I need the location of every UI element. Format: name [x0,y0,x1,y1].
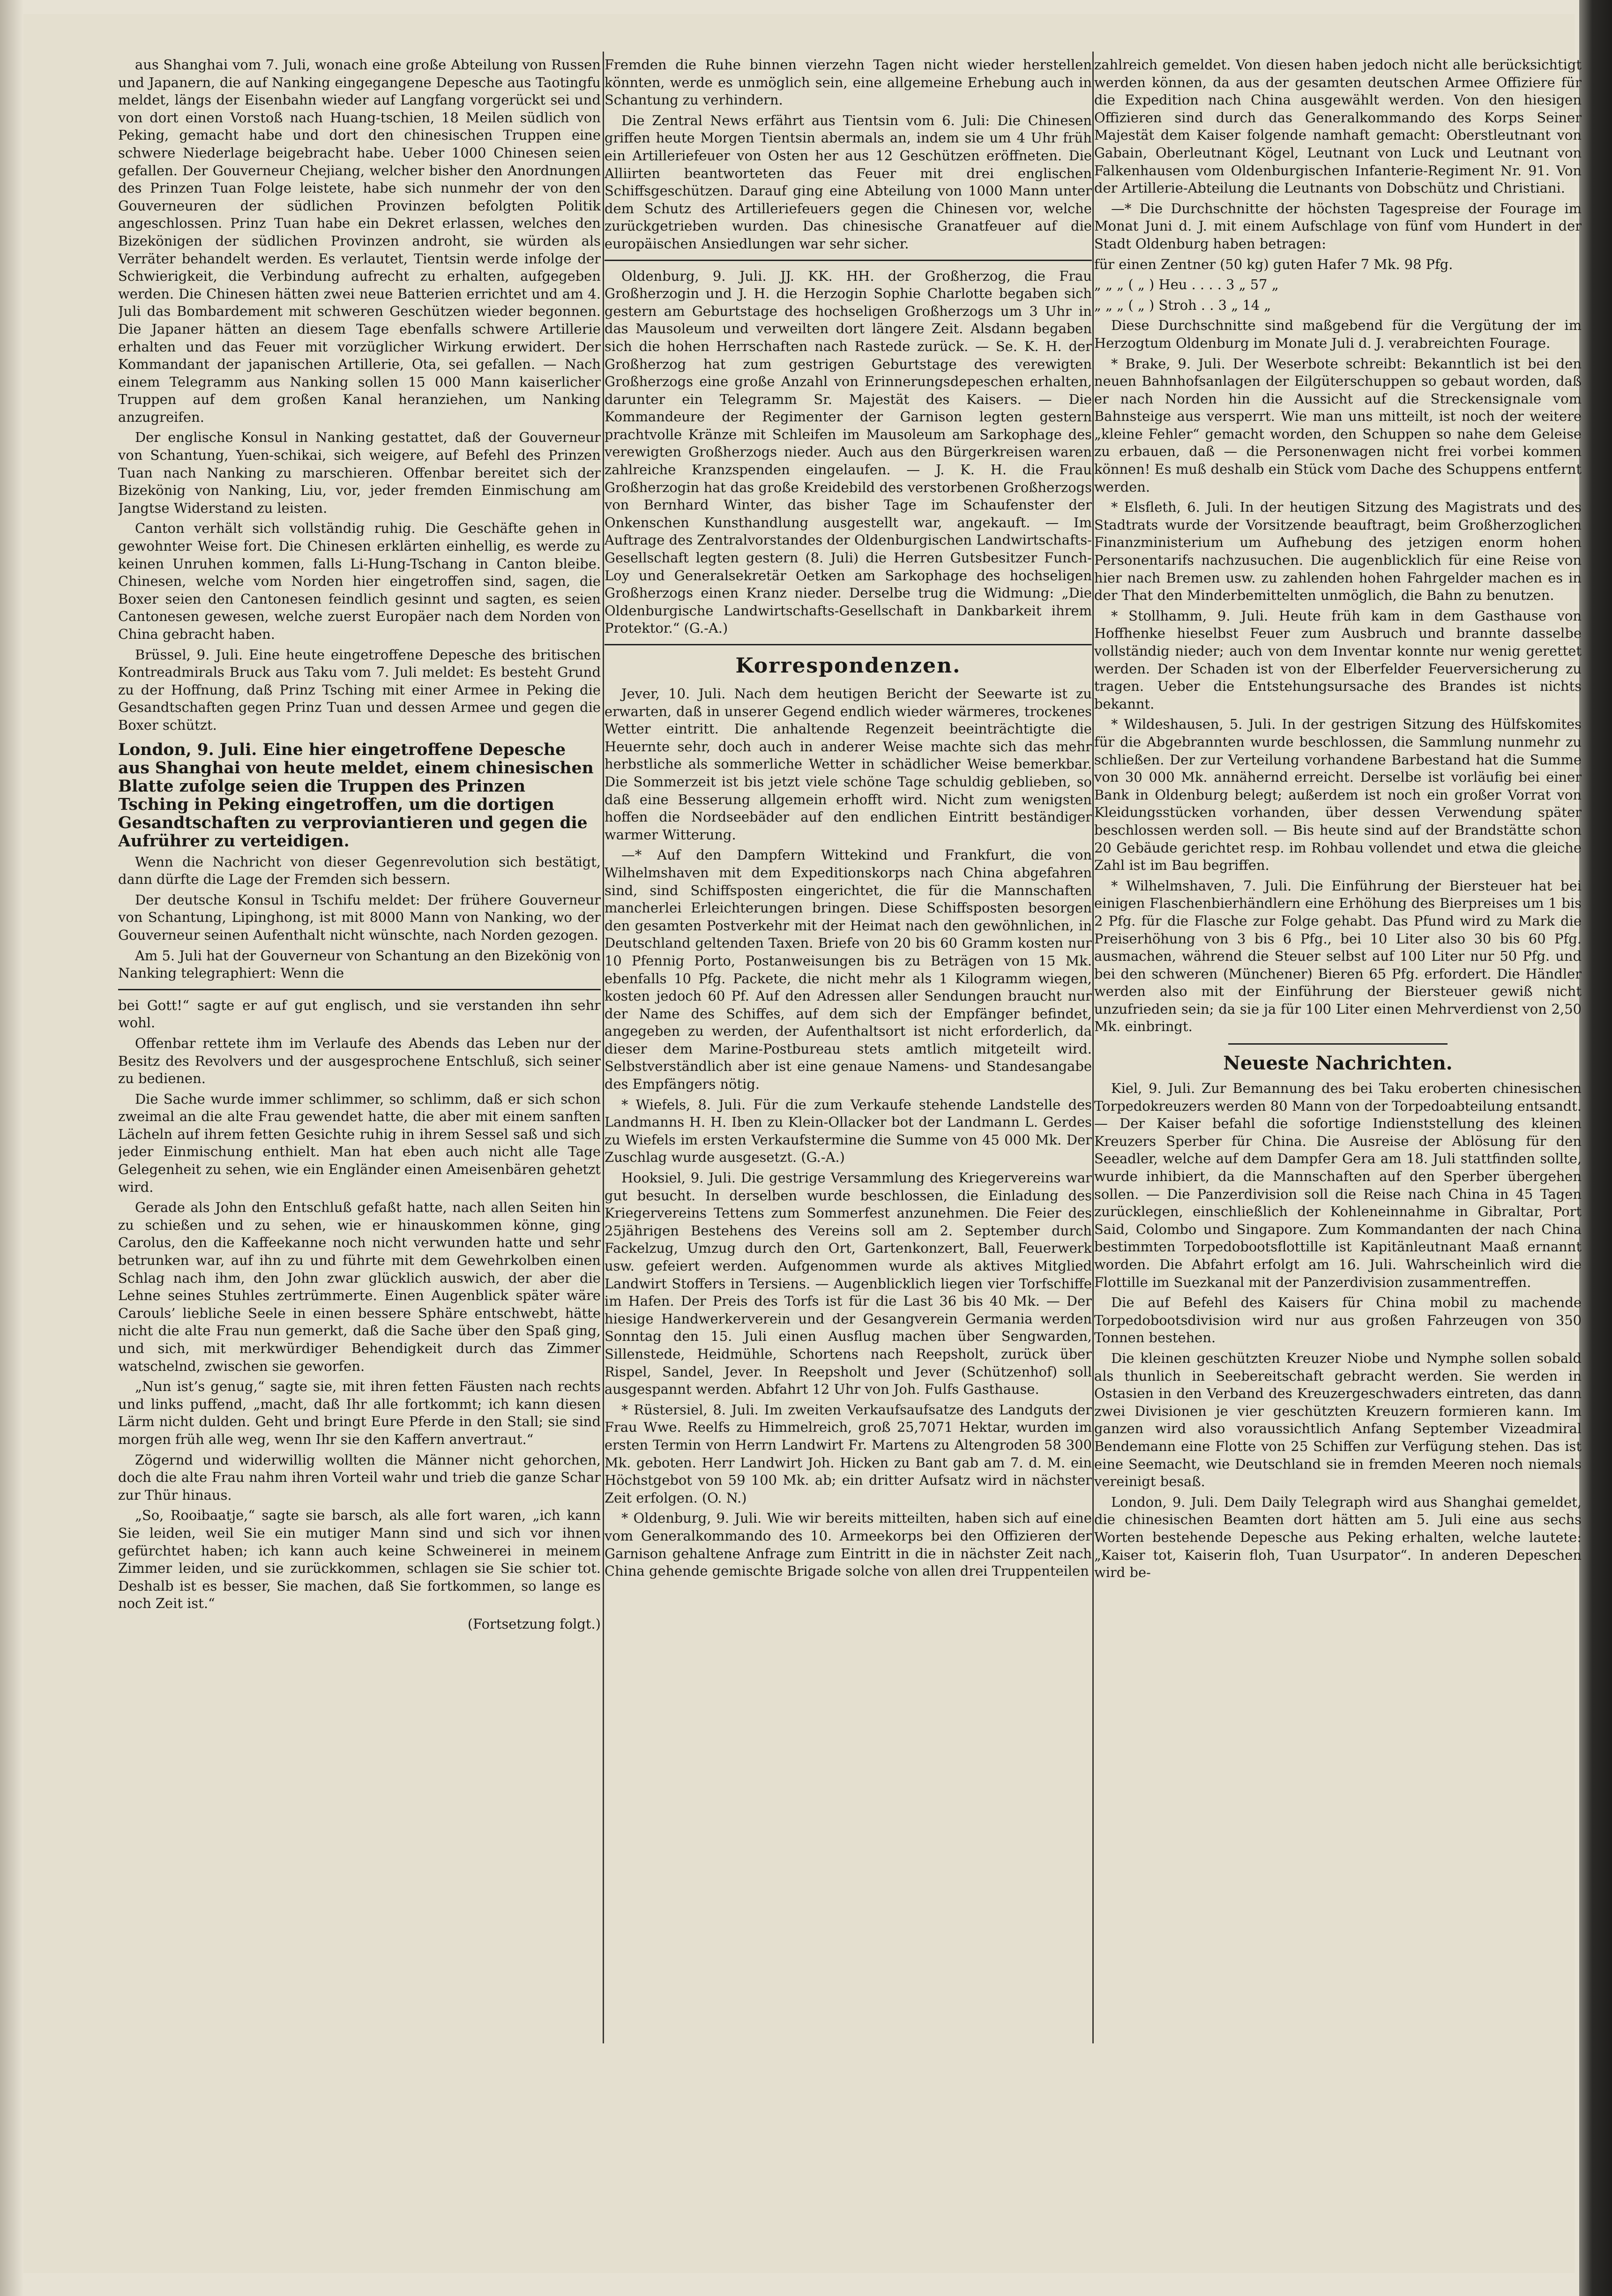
article-paragraph: „So, Rooibaatje,“ sagte sie barsch, als alle fort waren, „ich kann Sie leiden, weil Sie ein mutiger Mann sind und sich vor ihnen gefürchtet haben; ich kann auch keine Schweinerei in meinem Zimmer leiden, und sie zurückkommen, schlagen sie Sie schier tot. Deshalb ist es besser, Sie machen, daß Sie fortkommen, so lange es noch Zeit ist.“ [118,1507,601,1612]
continuation-note: (Fortsetzung folgt.) [467,1615,601,1632]
article-paragraph: Fremden die Ruhe binnen vierzehn Tagen nicht wieder herstellen könnten, werde es unmöglich sein, eine allgemeine Erhebung auch in Schantung zu verhindern. [604,57,1092,108]
article-paragraph: * Rüstersiel, 8. Juli. Im zweiten Verkaufsaufsatze des Landguts der Frau Wwe. Reelfs zu Himmelreich, groß 25,7071 Hektar, wurden im ersten Termin von Herrn Landwirt Fr. Martens zu Altengroden 58 300 Mk. geboten. Herr Landwirt Joh. Hicken zu Bant gab am 7. d. M. ein Höchstgebot von 59 100 Mk. ab; ein dritter Aufsatz wird in nächster Zeit erfolgen. (O. N.) [604,1401,1092,1506]
section-divider [604,644,1092,645]
article-paragraph: zahlreich gemeldet. Von diesen haben jedoch nicht alle berücksichtigt werden können, da aus der gesamten deutschen Armee Offiziere für die Expedition nach China ausgewählt werden. Von den hiesigen Offizieren sind durch das Generalkommando des Korps Seiner Majestät dem Kaiser folgende namhaft gemacht: Oberstleutnant von Gabain, Oberleutnant Kögel, Leutnant von Luck und Leutnant von Falkenhausen vom Oldenburgischen Infanterie-Regiment Nr. 91. Von der Artillerie-Abteilung die Leutnants von Dobschütz und Christiani. [1094,57,1582,196]
article-paragraph: Jever, 10. Juli. Nach dem heutigen Bericht der Seewarte ist zu erwarten, daß in unserer Gegend endlich wieder wärmeres, trockenes Wetter eintritt. Die anhaltende Regenzeit beeinträchtigte die Heuernte sehr, doch auch in anderer Weise machte sich das mehr herbstliche als sommerliche Wetter in schädlicher Weise bemerkbar. Die Sommerzeit ist bis jetzt viele schöne Tage schuldig geblieben, so daß eine Besserung allgemein erhofft wird. Nicht zum wenigsten hoffen die Nordseebäder auf den endlichen Eintritt beständiger warmer Witterung. [604,686,1092,843]
article-paragraph: —* Auf den Dampfern Wittekind und Frankfurt, die von Wilhelmshaven mit dem Expeditionskorps nach China abgefahren sind, sind Schiffsposten eingerichtet, die für die Mannschaften mancherlei Erleichterungen bringen. Diese Schiffsposten besorgen den gesamten Postverkehr mit der Heimat nach den gewöhnlichen, in Deutschland geltenden Taxen. Briefe von 20 bis 60 Gramm kosten nur 10 Pfennig Porto, Postanweisungen bis zu Beträgen von 15 Mk. ebenfalls 10 Pfg. Packete, die nicht mehr als 1 Kilogramm wiegen, kosten jedoch 60 Pf. Auf den Adressen aller Sendungen braucht nur der Name des Schiffes, auf dem sich der Empfänger befindet, angegeben zu werden, der Aufenthaltsort ist nicht erforderlich, da dieser dem Marine-Postbureau stets amtlich mitgeteilt wird. Selbstverständlich aber ist eine genaue Namens- und Standesangabe des Empfängers nötig. [604,847,1092,1092]
headline-paragraph: London, 9. Juli. Eine hier eingetroffene Depesche aus Shanghai von heute meldet, einem chinesischen Blatte zufolge seien die Truppen des Prinzen Tsching in Peking eingetroffen, um die dortigen Gesandtschaften zu verproviantieren und gegen die Aufrührer zu verteidigen. [118,740,594,851]
article-paragraph: Brüssel, 9. Juli. Eine heute eingetroffene Depesche des britischen Kontreadmirals Bruck aus Taku vom 7. Juli meldet: Es besteht Grund zu der Hoffnung, daß Prinz Tsching mit einer Armee in Peking die Gesandtschaften gegen Prinz Tuan und dessen Armee und gegen die Boxer schützt. [118,646,601,733]
article-paragraph: * Wildeshausen, 5. Juli. In der gestrigen Sitzung des Hülfskomites für die Abgebrannten wurde beschlossen, die Sammlung nunmehr zu schließen. Der zur Verteilung vorhandene Barbestand hat die Summe von 30 000 Mk. annähernd erreicht. Derselbe ist vorläufig bei einer Bank in Oldenburg belegt; außerdem ist noch ein großer Vorrat von Kleidungsstücken vorhanden, über dessen Verwendung später beschlossen werden soll. — Bis heute sind auf der Brandstätte schon 20 Gebäude gerichtet resp. im Rohbau vollendet und etwa die gleiche Zahl ist im Bau begriffen. [1094,716,1582,874]
column-rule-2 [1092,52,1094,2043]
section-heading: Neueste Nachrichten. [1223,1052,1453,1075]
article-paragraph: Wenn die Nachricht von dieser Gegenrevolution sich bestätigt, dann dürfte die Lage der Fremden sich bessern. [118,853,601,888]
article-paragraph: Die Zentral News erfährt aus Tientsin vom 6. Juli: Die Chinesen griffen heute Morgen Tientsin abermals an, indem sie um 4 Uhr früh ein Artilleriefeuer von Osten her aus 12 Geschützen eröffneten. Die Alliirten beantworteten das Feuer mit drei englischen Schiffsgeschützen. Darauf ging eine Abteilung von 1000 Mann unter dem Schutz des Artilleriefeuers gegen die Chinesen vor, welche zurückgetrieben wurden. Das chinesische Granatfeuer auf die europäischen Ansiedlungen war sehr sicher. [604,112,1092,252]
column-2 [604,56,1092,2137]
article-paragraph: Hooksiel, 9. Juli. Die gestrige Versammlung des Kriegervereins war gut besucht. In derselben wurde beschlossen, die Einladung des Kriegervereins Tettens zum Sommerfest anzunehmen. Die Feier des 25jährigen Bestehens des Vereins soll am 2. September durch Fackelzug, Umzug durch den Ort, Gartenkonzert, Ball, Feuerwerk usw. gefeiert werden. Aufgenommen wurde als aktives Mitglied Landwirt Stoffers in Tersiens. — Augenblicklich liegen vier Torfschiffe im Hafen. Der Preis des Torfs ist für die Last 36 bis 40 Mk. — Der hiesige Handwerkerverein und der Gesangverein Germania werden Sonntag den 15. Juli einen Ausflug machen über Sengwarden, Sillenstede, Heidmühle, Schortens nach Reepsholt, zurück über Rispel, Sandel, Jever. In Reepsholt und Jever (Schützenhof) soll ausgespannt werden. Abfahrt 12 Uhr von Joh. Fulfs Gasthause. [604,1170,1092,1398]
article-paragraph: Oldenburg, 9. Juli. JJ. KK. HH. der Großherzog, die Frau Großherzogin und J. H. die Herzogin Sophie Charlotte begaben sich gestern am Geburtstage des hochseligen Großherzogs um 3 Uhr in das Mausoleum und verweilten dort längere Zeit. Alsdann begaben sich die hohen Herrschaften nach Rastede zurück. — Se. K. H. der Großherzog hat zum gestrigen Geburtstage des verewigten Großherzogs eine große Anzahl von Erinnerungsdepeschen erhalten, darunter ein Telegramm Sr. Majestät des Kaisers. — Die Kommandeure der Regimenter der Garnison legten gestern prachtvolle Kränze mit Schleifen im Mausoleum am Sarkophage des verewigten Großherzogs nieder. Auch aus den Bürgerkreisen waren zahlreiche Kranzspenden eingelaufen. — J. K. H. die Frau Großherzogin hat das große Kreidebild des verstorbenen Großherzogs von Bernhard Winter, das bisher Tage im Schaufenster der Onkenschen Kunsthandlung ausgestellt war, angekauft. — Im Auftrage des Zentralvorstandes der Oldenburgischen Landwirtschafts-Gesellschaft legten gestern (8. Juli) die Herren Gutsbesitzer Funch-Loy und Generalsekretär Oetken am Sarkophage des hochseligen Großherzogs einen Kranz nieder. Derselbe trug die Widmung: „Die Oldenburgische Landwirtschafts-Gesellschaft in Dankbarkeit ihrem Protektor.“ (G.-A.) [604,268,1092,636]
article-paragraph: Canton verhält sich vollständig ruhig. Die Geschäfte gehen in gewohnter Weise fort. Die Chinesen erklärten einhellig, es werde zu keinen Unruhen kommen, falls Li-Hung-Tschang in Canton bleibe. Chinesen, welche vom Norden hier eingetroffen sind, sagen, die Boxer seien den Cantonesen feindlich gesinnt und sagten, es seien Cantonesen gewesen, welche zuerst Europäer nach dem Norden von China gebracht haben. [118,520,601,642]
article-paragraph: —* Die Durchschnitte der höchsten Tagespreise der Fourage im Monat Juni d. J. mit einem Aufschlage von fünf vom Hundert in der Stadt Oldenburg haben betragen: [1094,200,1582,252]
article-paragraph: * Oldenburg, 9. Juli. Wie wir bereits mitteilten, haben sich auf eine vom Generalkommando des 10. Armeekorps bei den Offizieren der Garnison gehaltene Anfrage zum Eintritt in die in nächster Zeit nach China gehende gemischte Brigade solche von allen drei Truppenteilen [604,1510,1092,1579]
article-paragraph: aus Shanghai vom 7. Juli, wonach eine große Abteilung von Russen und Japanern, die auf Nanking eingegangene Depesche aus Taotingfu meldet, längs der Eisenbahn wieder auf Langfang vorgerückt sei und von dort einen Vorstoß nach Huang-tschien, 18 Meilen südlich von Peking, gemacht habe und dort den chinesischen Truppen eine schwere Niederlage beigebracht habe. Ueber 1000 Chinesen seien gefallen. Der Gouverneur Chejiang, welcher bisher den Anordnungen des Prinzen Tuan Folge leistete, habe sich nunmehr der von den Gouverneuren der südlichen Provinzen befolgten Politik angeschlossen. Prinz Tuan habe ein Dekret erlassen, welches den Bizekönigen der südlichen Provinzen androht, sie würden als Verräter behandelt werden. Es verlautet, Tientsin werde infolge der Schwierigkeit, die Verbindung aufrecht zu erhalten, aufgegeben werden. Die Chinesen hätten zwei neue Batterien errichtet und am 4. Juli das Bombardement mit schweren Geschützen wieder begonnen. Die Japaner hätten an diesem Tage ebenfalls schwere Artillerie erhalten und das Feuer mit vorzüglicher Wirkung erwidert. Der Kommandant der japanischen Artillerie, Ota, sei gefallen. — Nach einem Telegramm aus Nanking sollen 15 000 Mann kaiserlicher Truppen auf dem großen Kanal heranziehen, um Nanking anzugreifen. [118,57,601,425]
column-1 [118,56,601,2193]
section-heading: Korrespondenzen. [735,654,961,678]
article-paragraph: * Stollhamm, 9. Juli. Heute früh kam in dem Gasthause von Hoffhenke hieselbst Feuer zum Ausbruch und brannte dasselbe vollständig nieder; auch von dem Inventar konnte nur wenig gerettet werden. Der Schaden ist von der Elberfelder Feuerversicherung zu tragen. Ueber die Entstehungsursache des Brandes ist nichts bekannt. [1094,607,1582,712]
article-paragraph: „ „ „ ( „ ) Heu . . . . 3 „ 57 „ [1094,277,1279,293]
article-paragraph: Gerade als John den Entschluß gefaßt hatte, nach allen Seiten hin zu schießen und zu sehen, wie er hinauskommen könne, ging Carolus, den die Kaffeekanne noch nicht verwunden hatte und sehr betrunken war, auf ihn zu und führte mit dem Gewehrkolben einen Schlag nach ihm, den John zwar glücklich auswich, der aber die Lehne seines Stuhles zertrümmerte. Einen Augenblick später wäre Carouls’ liebliche Seele in einen bessere Sphäre entschwebt, hätte nicht die alte Frau nun gemerkt, daß die Sache über den Spaß ging, und sich, mit merkwürdiger Behendigkeit durch das Zimmer watschelnd, zwischen sie geworfen. [118,1199,601,1374]
article-paragraph: Die kleinen geschützten Kreuzer Niobe und Nymphe sollen sobald als thunlich in Seebereitschaft gebracht werden. Sie werden in Ostasien in den Verband des Kreuzergeschwaders eintreten, das dann zwei Divisionen je vier geschützten Kreuzern formieren kann. Im ganzen wird also voraussichtlich Anfang September Vizeadmiral Bendemann eine Flotte von 25 Schiffen zur Verfügung stehen. Das ist eine Seemacht, wie Deutschland sie in fremden Meeren noch niemals vereinigt besaß. [1094,1350,1582,1490]
article-paragraph: Der deutsche Konsul in Tschifu meldet: Der frühere Gouverneur von Schantung, Lipinghong, ist mit 8000 Mann von Nanking, wo der Gouverneur seinen Aufenthalt nicht wünschte, nach Norden gezogen. [118,891,601,943]
article-paragraph: Diese Durchschnitte sind maßgebend für die Vergütung der im Herzogtum Oldenburg im Monate Juli d. J. verabreichten Fourage. [1094,317,1582,351]
article-paragraph: Kiel, 9. Juli. Zur Bemannung des bei Taku eroberten chinesischen Torpedokreuzers werden 80 Mann von der Torpedoabteilung entsandt. — Der Kaiser befahl die sofortige Indienststellung des kleinen Kreuzers Sperber für China. Die Ausreise der Ablösung für den Seeadler, welche auf dem Dampfer Gera am 18. Juli stattfinden sollte, wurde inhibiert, da die Mannschaften auf den Sperber übergehen sollen. — Die Panzerdivision soll die Reise nach China in 45 Tagen zurücklegen, einschließlich der Kohleneinnahme in Gibraltar, Port Said, Colombo und Singapore. Zum Kommandanten der nach China bestimmten Torpedobootsflottille ist Kapitänleutnant Maaß ernannt worden. Die Abfahrt erfolgt am 16. Juli. Wahrscheinlich wird die Flottille im Suezkanal mit der Panzerdivision zusammentreffen. [1094,1080,1582,1290]
section-divider [604,260,1092,261]
article-paragraph: * Brake, 9. Juli. Der Weserbote schreibt: Bekanntlich ist bei den neuen Bahnhofsanlagen der Eilgüterschuppen so gebaut worden, daß er nach Norden hin die Aussicht auf die Streckensignale vom Bahnsteige aus versperrt. Wie man uns mitteilt, ist noch der weitere „kleine Fehler“ gemacht worden, den Schuppen so nahe dem Geleise zu erbauen, daß — die Personenwagen nicht frei vorbei kommen können! Es muß deshalb ein Stück vom Dache des Schuppens entfernt werden. [1094,355,1582,495]
section-divider [118,989,601,990]
section-divider [1228,1043,1448,1045]
article-paragraph: für einen Zentner (50 kg) guten Hafer 7 Mk. 98 Pfg. [1094,256,1453,272]
article-paragraph: „Nun ist’s genug,“ sagte sie, mit ihren fetten Fäusten nach rechts und links puffend, „macht, daß Ihr alle fortkommt; ich kann diesen Lärm nicht dulden. Geht und bringt Eure Pferde in den Stall; sie sind morgen früh alle weg, wenn Ihr sie den Kaffern anvertraut.“ [118,1378,601,1447]
article-paragraph: * Wilhelmshaven, 7. Juli. Die Einführung der Biersteuer hat bei einigen Flaschenbierhändlern eine Erhöhung des Bierpreises um 1 bis 2 Pfg. für die Flasche zur Folge gehabt. Das Pfund wird zu Mark die Preiserhöhung von 3 bis 6 Pfg., bei 10 Liter also 30 bis 60 Pfg. ausmachen, während die Steuer selbst auf 100 Liter nur 50 Pfg. und bei den schweren (Münchener) Bieren 65 Pfg. erfordert. Die Händler werden also mit der Einführung der Biersteuer gewiß nicht unzufrieden sein; da sie ja für 100 Liter einen Mehrverdienst von 2,50 Mk. einbringt. [1094,877,1582,1035]
article-paragraph: Die Sache wurde immer schlimmer, so schlimm, daß er sich schon zweimal an die alte Frau gewendet hatte, die aber mit einem sanften Lächeln auf ihrem fetten Gesichte ruhig in ihrem Sessel saß und sich jeder Einmischung enthielt. Man hat eben auch nicht alle Tage Gelegenheit zu sehen, wie ein Engländer einen Ameisenbären gehetzt wird. [118,1091,601,1195]
page-edge [0,0,23,2296]
scan-binding-shadow [1579,0,1612,2296]
article-paragraph: London, 9. Juli. Dem Daily Telegraph wird aus Shanghai gemeldet, die chinesischen Beamten dort hätten am 5. Juli eine aus sechs Worten bestehende Depesche aus Peking erhalten, welche lautete: „Kaiser tot, Kaiserin floh, Tuan Usurpator“. In anderen Depeschen wird be- [1094,1494,1582,1581]
article-paragraph: Offenbar rettete ihm im Verlaufe des Abends das Leben nur der Besitz des Revolvers und der ausgesprochene Entschluß, sich seiner zu bedienen. [118,1035,601,1087]
article-paragraph: bei Gott!“ sagte er auf gut englisch, und sie verstanden ihn sehr wohl. [118,997,601,1031]
article-paragraph: Zögernd und widerwillig wollten die Männer nicht gehorchen, doch die alte Frau nahm ihren Vorteil wahr und trieb die ganze Schar zur Thür hinaus. [118,1451,601,1503]
article-paragraph: Am 5. Juli hat der Gouverneur von Schantung an den Bizekönig von Nanking telegraphiert: Wenn die [118,947,601,981]
article-paragraph: Der englische Konsul in Nanking gestattet, daß der Gouverneur von Schantung, Yuen-schikai, sich weigere, auf Befehl des Prinzen Tuan nach Nanking zu marschieren. Offenbar bereitet sich der Bizekönig von Nanking, Liu, vor, jeder fremden Einmischung am Jangtse Widerstand zu leisten. [118,429,601,516]
article-paragraph: * Elsfleth, 6. Juli. In der heutigen Sitzung des Magistrats und des Stadtrats wurde der Vorsitzende beauftragt, beim Großherzoglichen Finanzministerium um Aufhebung des jetzigen enorm hohen Personentarifs nachzusuchen. Die augenblicklich für eine Reise von hier nach Bremen usw. zu zahlenden hohen Fahrgelder machen es in der That den Minderbemittelten unmöglich, die Bahn zu benutzen. [1094,499,1582,604]
article-paragraph: Die auf Befehl des Kaisers für China mobil zu machende Torpedobootsdivision wird nur aus großen Fahrzeugen von 350 Tonnen bestehen. [1094,1294,1582,1346]
column-3 [1094,56,1582,2137]
column-rule-1 [603,52,604,2043]
article-paragraph: „ „ „ ( „ ) Stroh . . 3 „ 14 „ [1094,297,1271,313]
article-paragraph: * Wiefels, 8. Juli. Für die zum Verkaufe stehende Landstelle des Landmanns H. H. Iben zu Klein-Ollacker bot der Landmann L. Gerdes zu Wiefels im ersten Verkaufstermine die Summe von 45 000 Mk. Der Zuschlag wurde ausgesetzt. (G.-A.) [604,1096,1092,1166]
